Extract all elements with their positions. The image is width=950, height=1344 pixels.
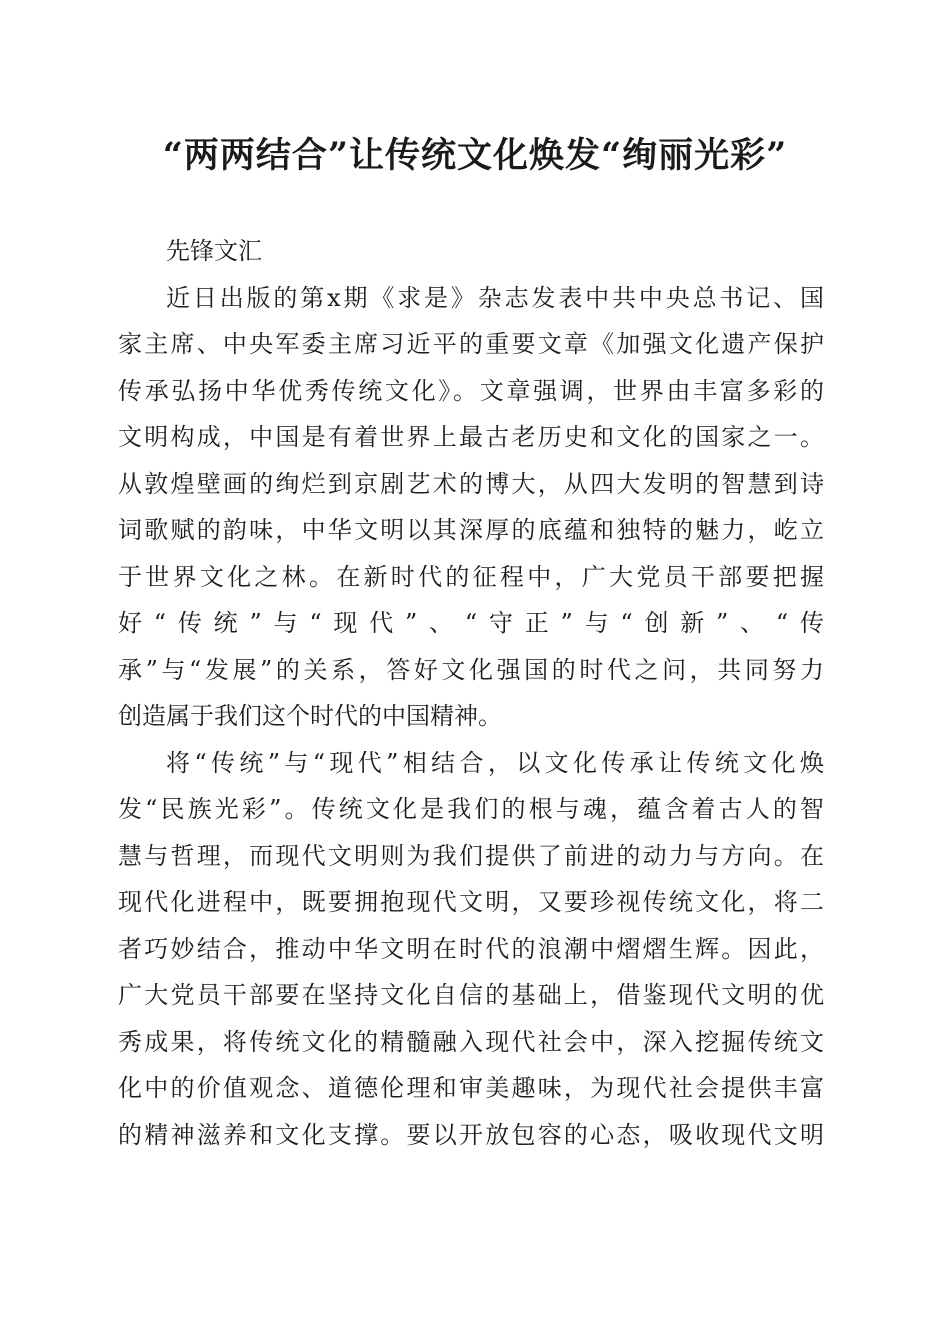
- paragraph-line: 近日出版的第x期《求是》杂志发表中共中央总书记、国: [166, 283, 824, 312]
- paragraph-line: 从敦煌壁画的绚烂到京剧艺术的博大，从四大发明的智慧到诗: [118, 469, 824, 498]
- paragraph-line: 发“民族光彩”。传统文化是我们的根与魂，蕴含着古人的智: [118, 795, 824, 823]
- paragraph-line: 广大党员干部要在坚持文化自信的基础上，借鉴现代文明的优: [118, 981, 824, 1009]
- paragraph-2: [118, 740, 824, 1159]
- paragraph-line: 文明构成，中国是有着世界上最古老历史和文化的国家之一。: [118, 423, 824, 451]
- paragraph-line: 传承弘扬中华优秀传统文化》。文章强调，世界由丰富多彩的: [118, 376, 824, 405]
- paragraph-line: 的精神滋养和文化支撑。要以开放包容的心态，吸收现代文明: [118, 1120, 824, 1149]
- paragraph-line: 好“传统”与“现代”、“守正”与“创新”、“传: [118, 609, 824, 637]
- paragraph-line: 词歌赋的韵味，中华文明以其深厚的底蕴和独特的魅力，屹立: [118, 516, 824, 544]
- paragraph-line: 家主席、中央军委主席习近平的重要文章《加强文化遗产保护: [118, 330, 824, 358]
- source-line: 先锋文汇: [166, 237, 262, 265]
- paragraph-line: 承”与“发展”的关系，答好文化强国的时代之问，共同努力: [118, 655, 824, 684]
- paragraph-line: 现代化进程中，既要拥抱现代文明，又要珍视传统文化，将二: [118, 888, 824, 916]
- document-body: [118, 228, 824, 1158]
- paragraph-1: [118, 275, 824, 740]
- paragraph-line: 者巧妙结合，推动中华文明在时代的浪潮中熠熠生辉。因此，: [118, 934, 824, 963]
- paragraph-line: 创造属于我们这个时代的中国精神。: [118, 702, 502, 730]
- paragraph-line: 于世界文化之林。在新时代的征程中，广大党员干部要把握: [118, 562, 824, 591]
- document-title: “两两结合”让传统文化焕发“绚丽光彩”: [162, 135, 788, 176]
- paragraph-line: 化中的价值观念、道德伦理和审美趣味，为现代社会提供丰富: [118, 1074, 824, 1102]
- paragraph-line: 秀成果，将传统文化的精髓融入现代社会中，深入挖掘传统文: [118, 1027, 824, 1056]
- paragraph-line: 慧与哲理，而现代文明则为我们提供了前进的动力与方向。在: [118, 841, 824, 870]
- paragraph-line: 将“传统”与“现代”相结合，以文化传承让传统文化焕: [166, 748, 824, 777]
